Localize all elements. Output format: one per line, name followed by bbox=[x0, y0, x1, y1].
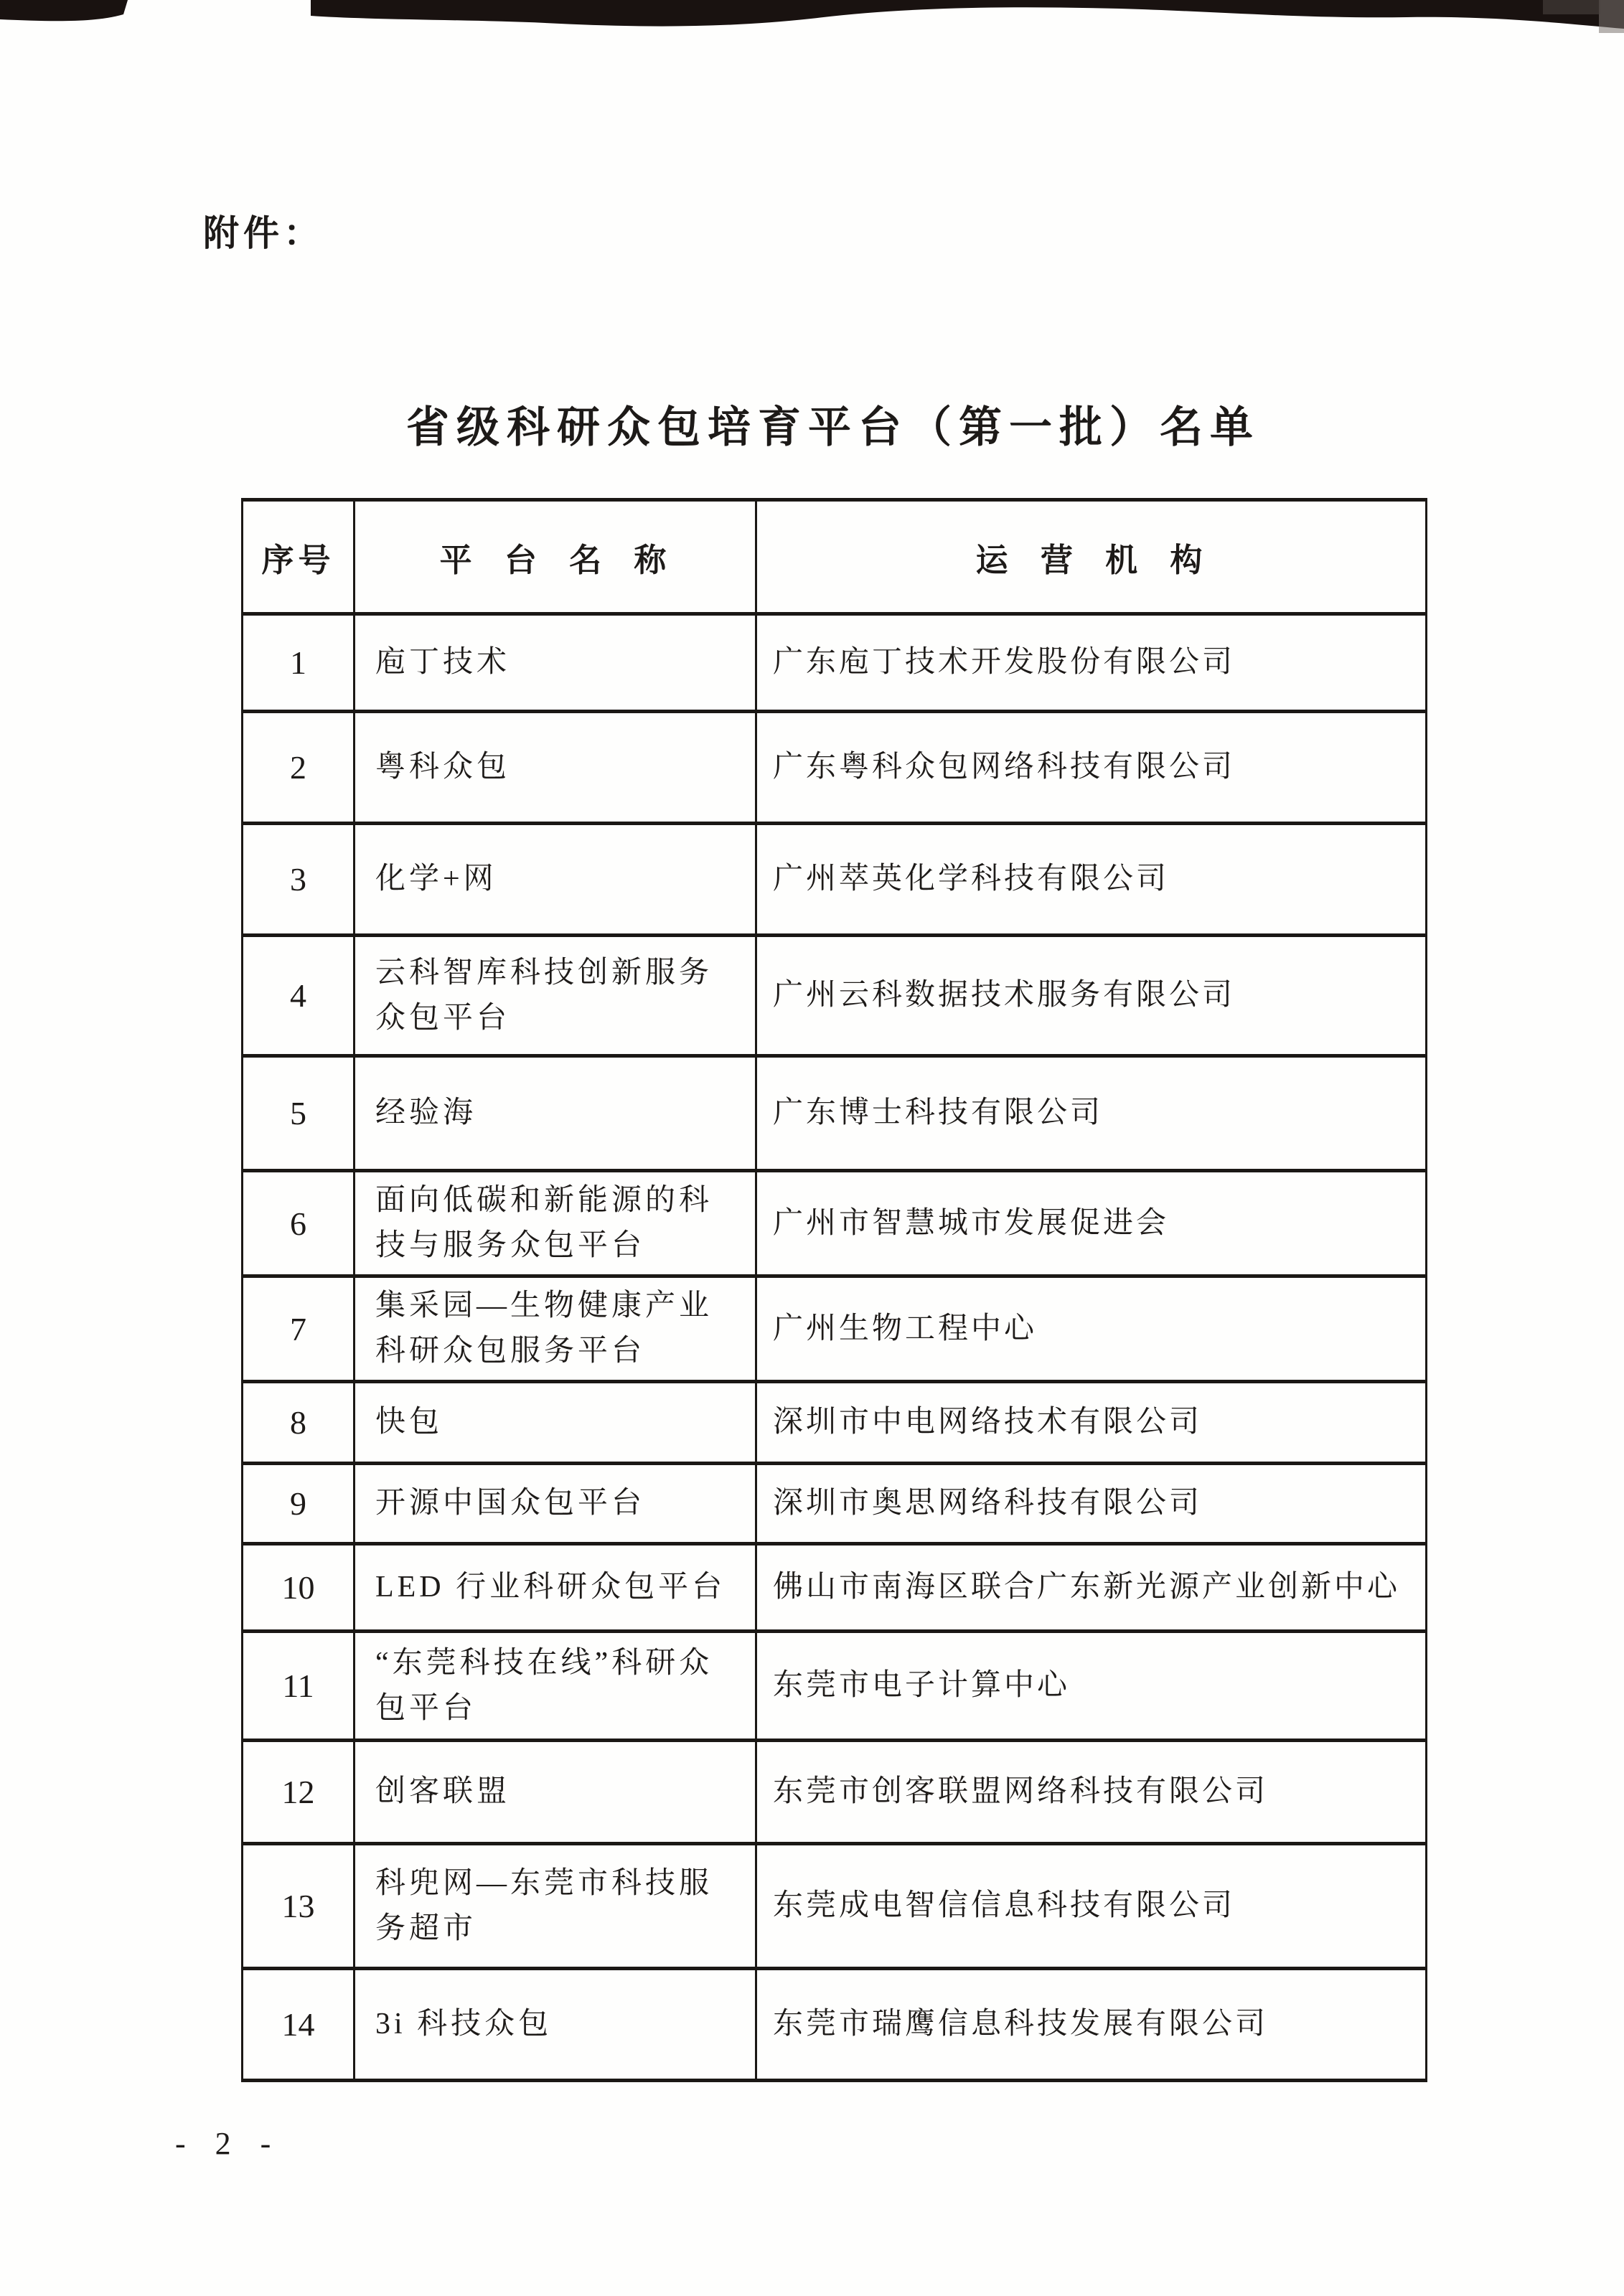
table-row bbox=[243, 1969, 1427, 2081]
cell-platform-name: 3i 科技众包 bbox=[355, 1969, 756, 2081]
cell-serial: 11 bbox=[243, 1632, 355, 1741]
cell-platform-name: 经验海 bbox=[355, 1056, 756, 1171]
cell-serial: 3 bbox=[243, 824, 355, 936]
table-row bbox=[243, 936, 1427, 1056]
table-row bbox=[243, 1741, 1427, 1844]
cell-platform-name: 粤科众包 bbox=[355, 712, 756, 824]
cell-platform-name: 创客联盟 bbox=[355, 1741, 756, 1844]
col-header-operator: 运 营 机 构 bbox=[756, 500, 1427, 614]
cell-serial: 6 bbox=[243, 1171, 355, 1276]
cell-platform-name: LED 行业科研众包平台 bbox=[355, 1544, 756, 1632]
table-header-row bbox=[243, 500, 1427, 614]
table-row bbox=[243, 824, 1427, 936]
cell-platform-name: 快包 bbox=[355, 1382, 756, 1464]
cell-operator: 东莞市电子计算中心 bbox=[756, 1632, 1427, 1741]
cell-serial: 14 bbox=[243, 1969, 355, 2081]
table-row bbox=[243, 1632, 1427, 1741]
attachment-label: 附件： bbox=[203, 213, 324, 253]
col-header-platform: 平 台 名 称 bbox=[355, 500, 756, 614]
table-row bbox=[243, 1056, 1427, 1171]
cell-operator: 广东粤科众包网络科技有限公司 bbox=[756, 712, 1427, 824]
cell-serial: 7 bbox=[243, 1276, 355, 1382]
cell-serial: 13 bbox=[243, 1844, 355, 1969]
cell-operator: 广州市智慧城市发展促进会 bbox=[756, 1171, 1427, 1276]
cell-operator: 东莞市创客联盟网络科技有限公司 bbox=[756, 1741, 1427, 1844]
table-row bbox=[243, 614, 1427, 712]
page-number: - 2 - bbox=[175, 2126, 273, 2161]
table-row bbox=[243, 1171, 1427, 1276]
cell-operator: 广东博士科技有限公司 bbox=[756, 1056, 1427, 1171]
platform-table bbox=[241, 498, 1427, 2082]
scan-artifact-top-edge bbox=[0, 0, 1624, 100]
cell-operator: 广东庖丁技术开发股份有限公司 bbox=[756, 614, 1427, 712]
cell-platform-name: 面向低碳和新能源的科技与服务众包平台 bbox=[355, 1171, 756, 1276]
table-row bbox=[243, 1844, 1427, 1969]
cell-platform-name: 庖丁技术 bbox=[355, 614, 756, 712]
table-row bbox=[243, 1382, 1427, 1464]
cell-operator: 佛山市南海区联合广东新光源产业创新中心 bbox=[756, 1544, 1427, 1632]
cell-platform-name: 云科智库科技创新服务众包平台 bbox=[355, 936, 756, 1056]
cell-platform-name: 科兜网—东莞市科技服务超市 bbox=[355, 1844, 756, 1969]
cell-serial: 12 bbox=[243, 1741, 355, 1844]
cell-platform-name: 集采园—生物健康产业科研众包服务平台 bbox=[355, 1276, 756, 1382]
cell-serial: 10 bbox=[243, 1544, 355, 1632]
table-row bbox=[243, 1464, 1427, 1544]
cell-platform-name: “东莞科技在线”科研众包平台 bbox=[355, 1632, 756, 1741]
cell-serial: 2 bbox=[243, 712, 355, 824]
cell-operator: 深圳市中电网络技术有限公司 bbox=[756, 1382, 1427, 1464]
table-row bbox=[243, 1276, 1427, 1382]
cell-serial: 8 bbox=[243, 1382, 355, 1464]
cell-operator: 东莞市瑞鹰信息科技发展有限公司 bbox=[756, 1969, 1427, 2081]
table-row bbox=[243, 1544, 1427, 1632]
cell-serial: 1 bbox=[243, 614, 355, 712]
cell-operator: 广州云科数据技术服务有限公司 bbox=[756, 936, 1427, 1056]
cell-operator: 广州生物工程中心 bbox=[756, 1276, 1427, 1382]
cell-serial: 4 bbox=[243, 936, 355, 1056]
cell-operator: 广州萃英化学科技有限公司 bbox=[756, 824, 1427, 936]
page-title: 省级科研众包培育平台（第一批）名单 bbox=[406, 404, 1260, 451]
col-header-serial: 序号 bbox=[243, 500, 355, 614]
cell-serial: 9 bbox=[243, 1464, 355, 1544]
cell-operator: 深圳市奥思网络科技有限公司 bbox=[756, 1464, 1427, 1544]
cell-platform-name: 开源中国众包平台 bbox=[355, 1464, 756, 1544]
table-row bbox=[243, 712, 1427, 824]
cell-platform-name: 化学+网 bbox=[355, 824, 756, 936]
cell-operator: 东莞成电智信信息科技有限公司 bbox=[756, 1844, 1427, 1969]
cell-serial: 5 bbox=[243, 1056, 355, 1171]
